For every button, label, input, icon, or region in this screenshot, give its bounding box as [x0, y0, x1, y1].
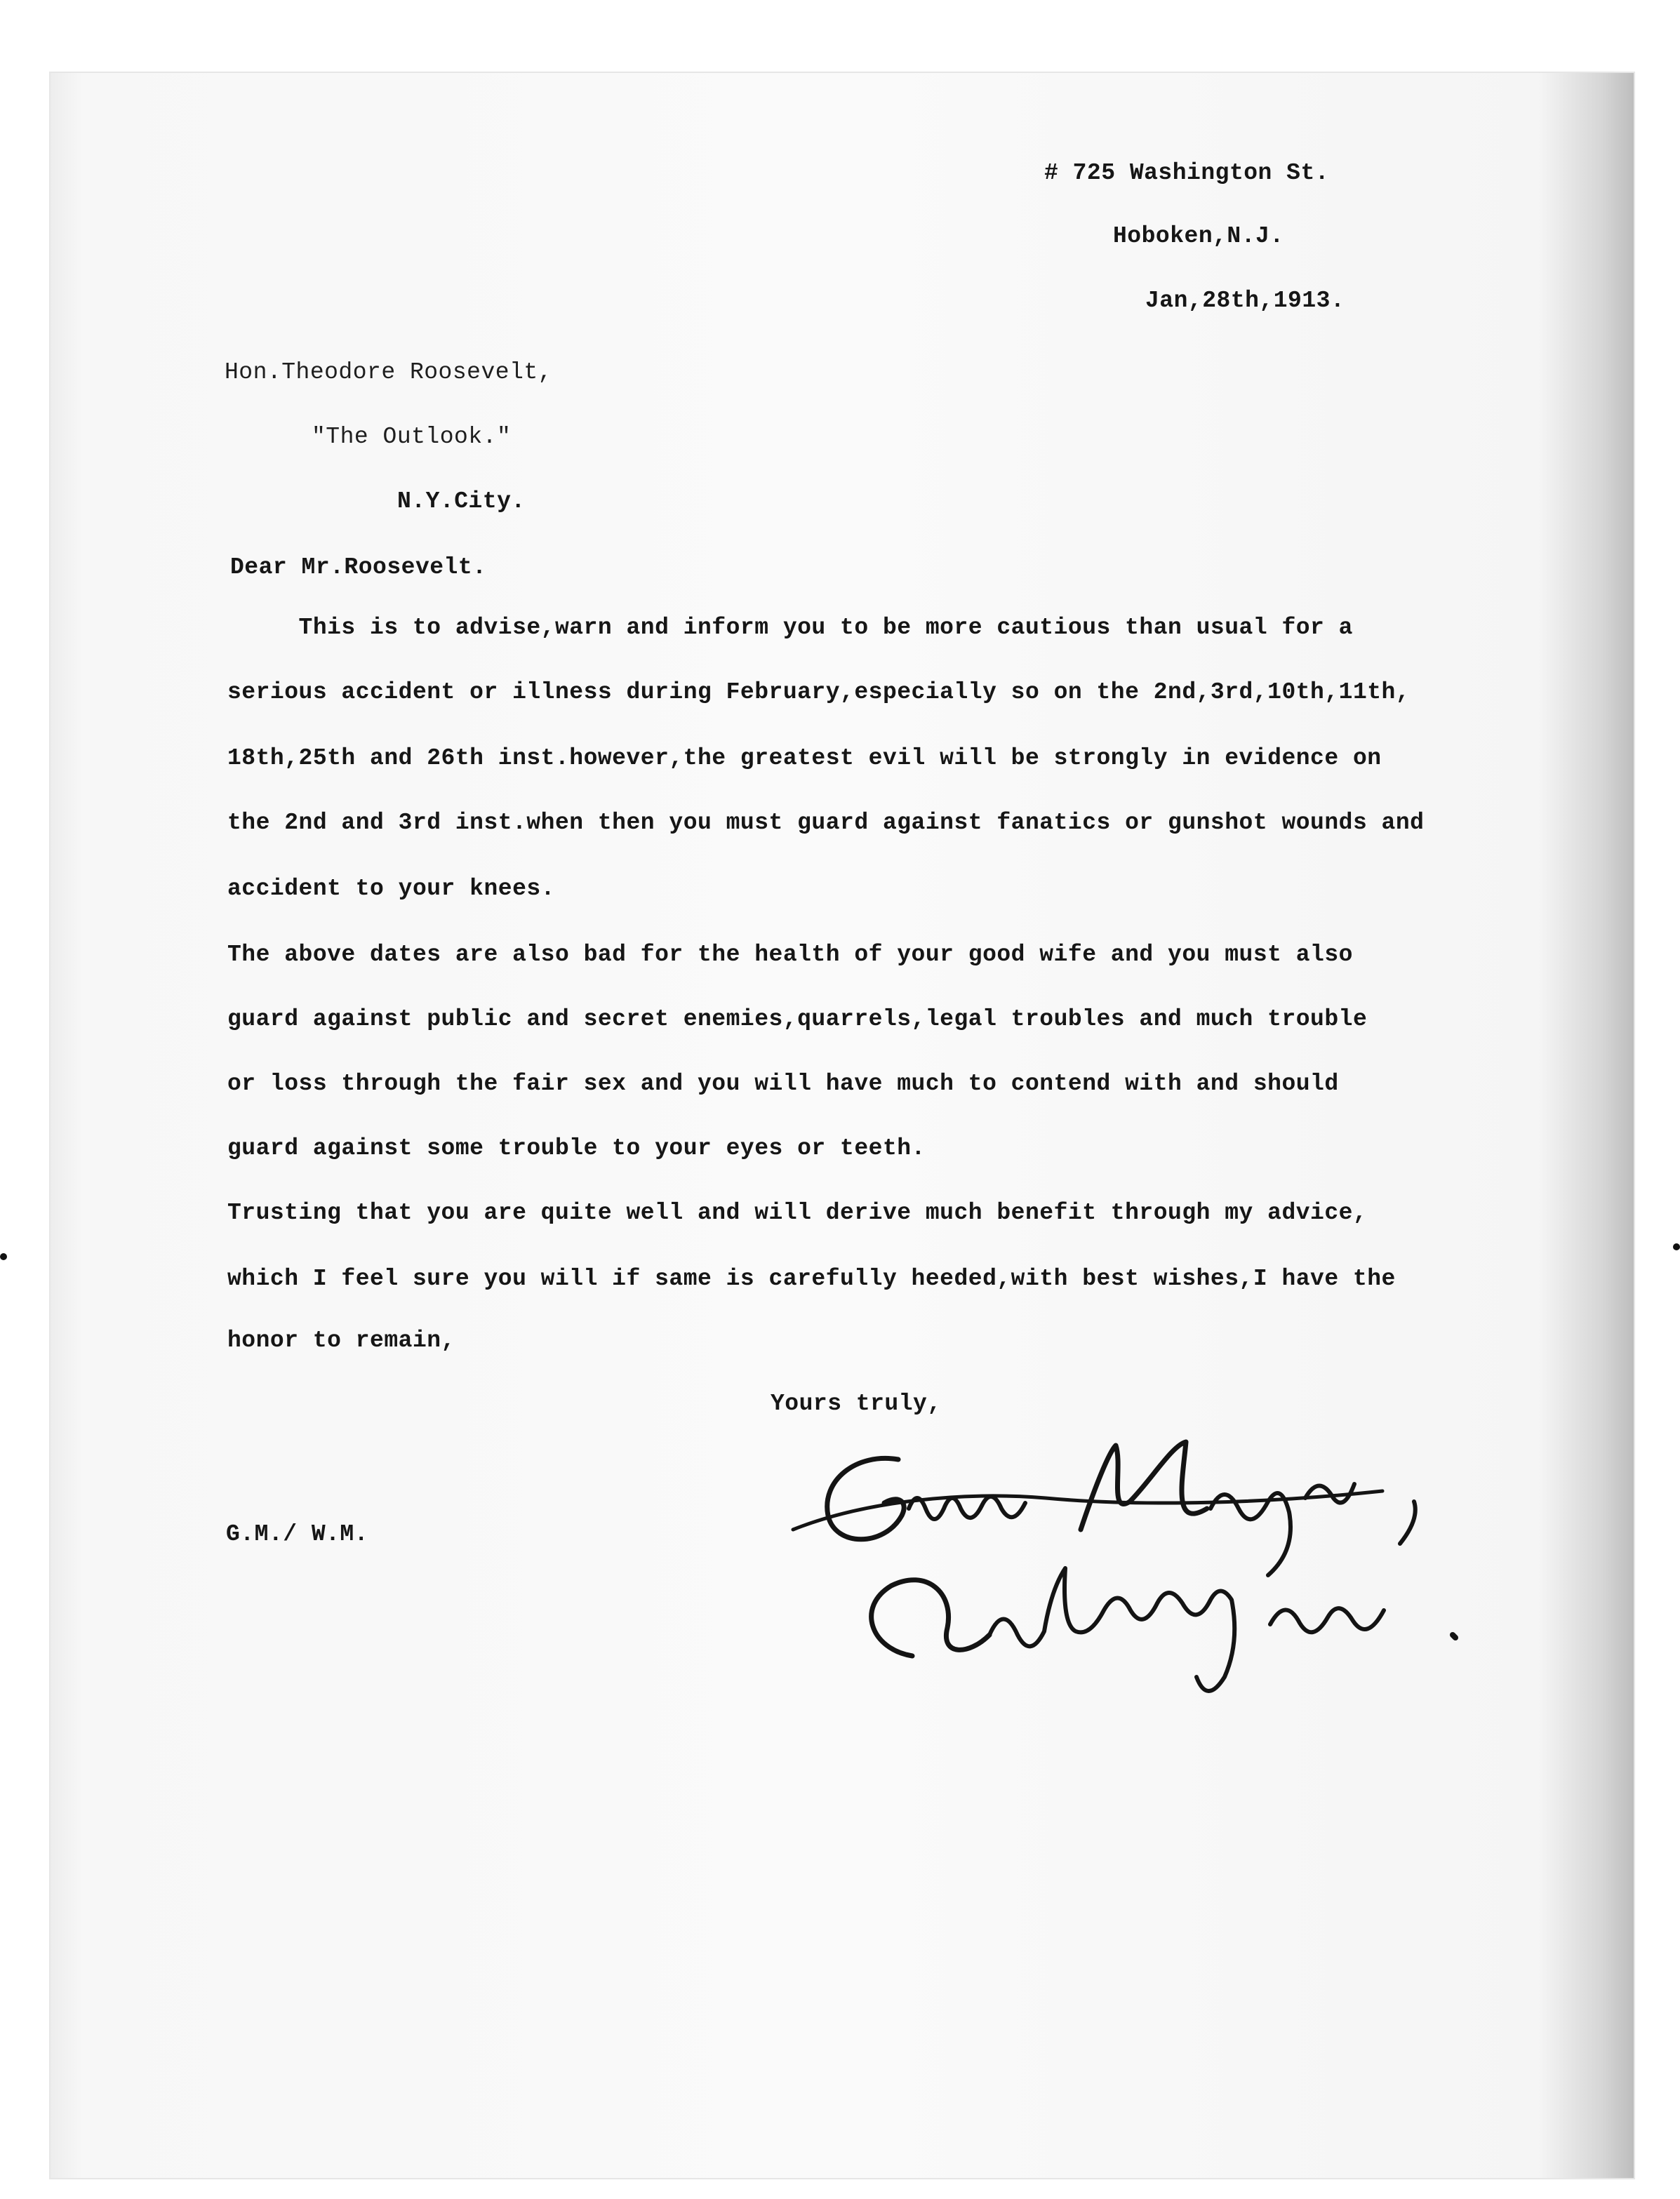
handwritten-signature [779, 1424, 1558, 1726]
recipient-city: N.Y.City. [397, 488, 526, 514]
body-line: serious accident or illness during February,especially so on the 2nd,3rd,10th,11th, [227, 679, 1411, 705]
letter-paper [51, 73, 1634, 2178]
body-line: guard against some trouble to your eyes or teeth. [227, 1135, 926, 1161]
body-line: 18th,25th and 26th inst.however,the greatest evil will be strongly in evidence on [227, 745, 1382, 771]
scan-speck [1673, 1243, 1680, 1250]
signature-title-text: Astrologer. [793, 1648, 840, 1658]
scan-speck [0, 1253, 7, 1260]
typist-initials: G.M./ W.M. [226, 1521, 369, 1547]
body-line: The above dates are also bad for the health of your good wife and you must also [227, 942, 1353, 968]
salutation: Dear Mr.Roosevelt. [230, 554, 487, 580]
body-line: which I feel sure you will if same is carefully heeded,with best wishes,I have the [227, 1266, 1396, 1292]
signature-name-text: Gustave Meyer, [793, 1522, 860, 1532]
body-line: accident to your knees. [227, 876, 555, 902]
body-line: or loss through the fair sex and you will have much to contend with and should [227, 1071, 1339, 1097]
recipient-organization: "The Outlook." [312, 424, 512, 450]
closing: Yours truly, [771, 1391, 942, 1417]
letter-date: Jan,28th,1913. [1145, 288, 1345, 314]
recipient-name: Hon.Theodore Roosevelt, [225, 359, 552, 385]
body-line: the 2nd and 3rd inst.when then you must guard against fanatics or gunshot wounds and [227, 810, 1425, 836]
body-line: guard against public and secret enemies,quarrels,legal troubles and much trouble [227, 1006, 1368, 1032]
sender-address-city: Hoboken,N.J. [1113, 223, 1284, 249]
body-line: Trusting that you are quite well and will derive much benefit through my advice, [227, 1200, 1368, 1226]
sender-address-street: # 725 Washington St. [1044, 160, 1330, 186]
body-line: honor to remain, [227, 1328, 455, 1354]
body-line: This is to advise,warn and inform you to be more cautious than usual for a [227, 615, 1353, 641]
